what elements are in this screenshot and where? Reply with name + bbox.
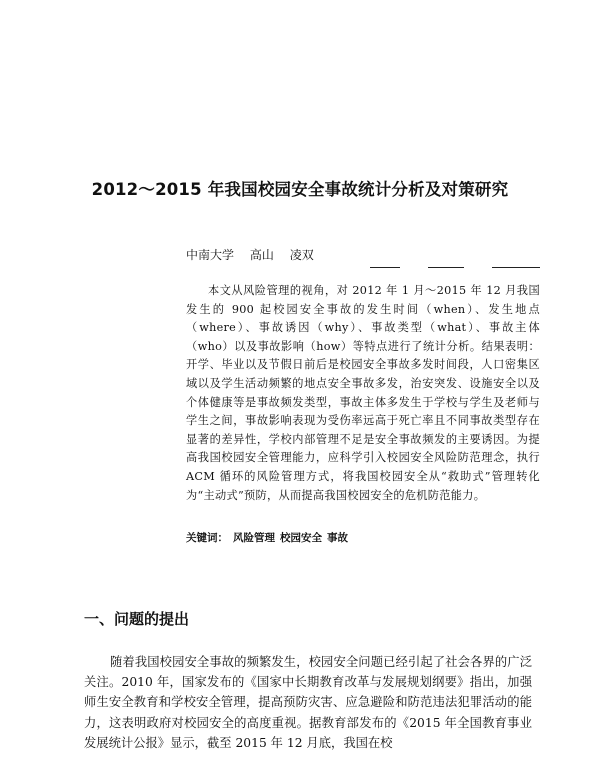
abstract-text: 本文从风险管理的视角，对 2012 年 1 月～2015 年 12 月我国发生的 900 起校园安全事故的发生时间（when）、发生地点（where）、事故诱因（why）、事故类型（what）、事故主体（who）以及事故影响（how）等特点进行了统计分析。结果表明：开学、毕业以及节假日前后是校园安全事故多发时间段，人口密集区域以及学生活动频繁的地点安全事故多发，治安突发、设施安全以及个体健康等是事故频发类型，事故主体多发生于学校与学生及老师与学生之间，事故影响表现为受伤率远高于死亡率且不同事故类型存在显著的差异性，学校内部管理不足是安全事故频发的主要诱因。为提高我国校园安全管理能力，应科学引入校园安全风险防范理念，执行 ACM 循环的风险管理方式，将我国校园安全从“救助式”管理转化为“主动式”预防，从而提高我国校园安全的危机防范能力。 <box>186 284 540 502</box>
author-name-1: 高山 <box>249 248 274 262</box>
author-line <box>186 246 326 263</box>
keywords-line <box>186 530 348 545</box>
keyword-item: 校园安全 <box>280 532 322 544</box>
rule-segment-1 <box>370 267 400 268</box>
rule-segment-2 <box>428 267 464 268</box>
section-heading: 一、问题的提出 <box>84 610 190 628</box>
author-name-2: 凌双 <box>289 248 314 262</box>
section-paragraph: 随着我国校园安全事故的频繁发生，校园安全问题已经引起了社会各界的广泛关注。2010 年，国家发布的《国家中长期教育改革与发展规划纲要》指出，加强师生安全教育和学校安全管理，提高预防灾害、应急避险和防范违法犯罪活动的能力，这表明政府对校园安全的高度重视。据教育部发布的《2015 年全国教育事业发展统计公报》显示，截至 2015 年 12 月底，我国在校 <box>84 655 532 750</box>
keywords-label: 关键词： <box>186 532 228 544</box>
keyword-item: 风险管理 <box>233 532 275 544</box>
paper-title: 2012～2015 年我国校园安全事故统计分析及对策研究 <box>91 180 509 199</box>
decorative-rules <box>370 267 540 269</box>
keyword-item: 事故 <box>327 532 348 544</box>
author-affiliation: 中南大学 <box>186 248 235 262</box>
rule-segment-3 <box>492 267 540 268</box>
